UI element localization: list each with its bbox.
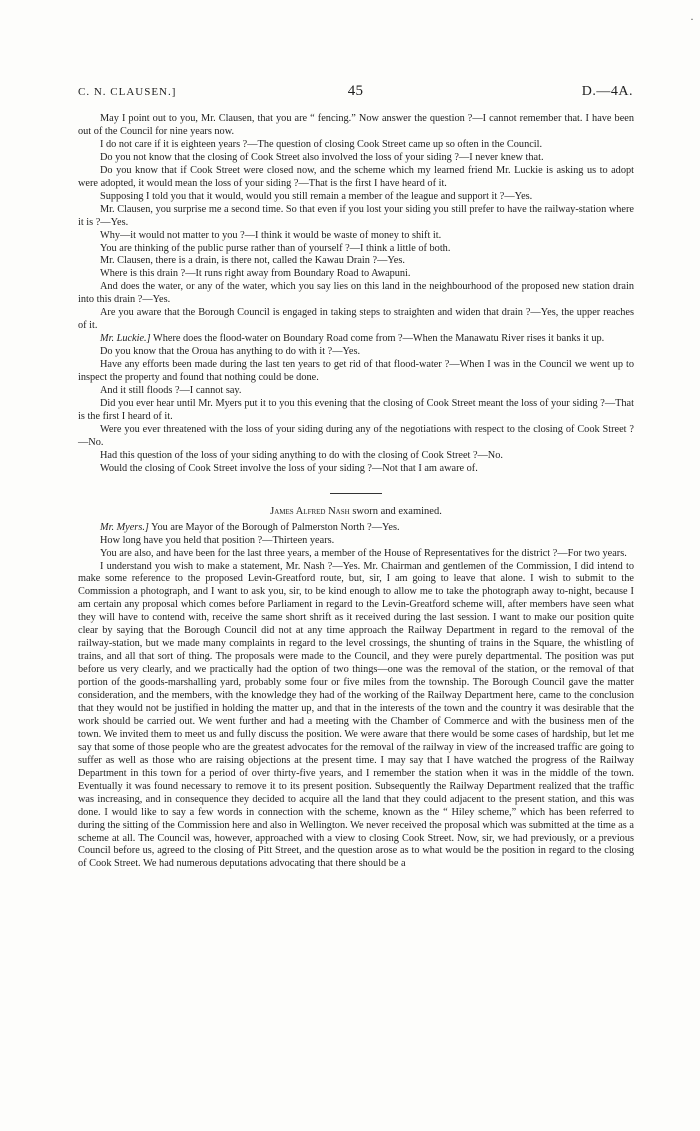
paragraph: Were you ever threatened with the loss of your siding during any of the negotiations with respect to the closing of Cook Street ?—No.	[78, 423, 634, 448]
paragraph: Do you know that the Oroua has anything to do with it ?—Yes.	[100, 346, 361, 358]
paragraph: Did you ever hear until Mr. Myers put it to you this evening that the closing of Cook Street meant the loss of your siding ?—That is the first I heard of it.	[78, 397, 634, 422]
paragraph: I do not care if it is eighteen years ?—The question of closing Cook Street came up so often in the Council.	[100, 138, 543, 150]
paragraph: Where is this drain ?—It runs right away from Boundary Road to Awapuni.	[100, 268, 411, 280]
paragraph: Mr. Clausen, you surprise me a second time. So that even if you lost your siding you still prefer to have the railway-station where it is ?—Yes.	[78, 203, 634, 228]
paragraph: Have any efforts been made during the last ten years to get rid of that flood-water ?—When I was in the Council we went up to inspect the property and found that nothing could be done.	[78, 359, 634, 384]
paragraph: Do you not know that the closing of Cook Street also involved the loss of your siding ?—I never knew that.	[100, 151, 544, 163]
witness-heading-suffix: sworn and examined.	[352, 505, 442, 517]
page-header	[78, 84, 633, 104]
paragraph: And it still floods ?—I cannot say.	[100, 385, 242, 397]
witness-heading	[78, 506, 634, 519]
paragraph: You are thinking of the public purse rather than of yourself ?—I think a little of both.	[100, 242, 451, 254]
paragraph	[78, 333, 634, 346]
paragraph: Do you know that if Cook Street were closed now, and the scheme which my learned friend Mr. Luckie is asking us to adopt were adopted, it would mean the loss of your siding ?—That is the first I have heard of it.	[78, 164, 634, 189]
paragraph: May I point out to you, Mr. Clausen, that you are “ fencing.” Now answer the question ?—I cannot remember that. I have been out of the Council for nine years now.	[78, 113, 634, 137]
paragraph: Would the closing of Cook Street involve the loss of your siding ?—Not that I am aware of.	[100, 462, 478, 474]
page-number: 45	[347, 83, 364, 99]
paragraph: Supposing I told you that it would, would you still remain a member of the league and support it ?—Yes.	[100, 190, 533, 202]
page-body	[78, 113, 634, 871]
section-divider	[330, 493, 382, 494]
header-witness-name: C. N. CLAUSEN.]	[78, 86, 177, 98]
paragraph: You are also, and have been for the last three years, a member of the House of Representatives for the district ?—For two years.	[100, 547, 627, 559]
paragraph-text: Where does the flood-water on Boundary Road come from ?—When the Manawatu River rises it banks it up.	[153, 333, 605, 345]
paragraph: Had this question of the loss of your siding anything to do with the closing of Cook Street ?—No.	[100, 449, 503, 461]
paragraph: Why—it would not matter to you ?—I think it would be waste of money to shift it.	[100, 229, 442, 241]
witness-name: James Alfred Nash	[270, 505, 350, 517]
speaker-label: Mr. Myers.]	[100, 521, 149, 533]
speaker-label: Mr. Luckie.]	[100, 333, 151, 345]
document-reference: D.—4A.	[581, 84, 633, 99]
paragraph	[78, 522, 634, 535]
paragraph: And does the water, or any of the water, which you say lies on this land in the neighbourhood of the proposed new station drain into this drain ?—Yes.	[78, 281, 634, 306]
paragraph: Mr. Clausen, there is a drain, is there not, called the Kawau Drain ?—Yes.	[100, 255, 405, 267]
paragraph: Are you aware that the Borough Council is engaged in taking steps to straighten and widen that drain ?—Yes, the upper reaches of it.	[78, 307, 634, 332]
scan-mark: ·	[690, 12, 694, 26]
paragraph: I understand you wish to make a statement, Mr. Nash ?—Yes. Mr. Chairman and gentlemen of the Commission, I did intend to make some reference to the proposed Levin-Greatford route, but, sir, I am going to leave that alone. I wish to submit to the Commission a photograph, and I want to ask you, sir, to be kind enough to allow me to take the photograph away to-night, because I am certain any proposal which comes before Parliament in regard to the Levin-Greatford scheme will, after members have seen what they will have to contend with, receive the same short shrift as it received during the last session. I want to make our position quite clear by saying that the Borough Council did not at any time approach the Railway Department in regard to the removal of the railway-station, but we made many complaints in regard to the level crossings, the shunting of trains in the Square, the whistling of trains, and all that sort of thing. The proposals were made to the Council, and they were purely departmental. The position was put before us very clearly, and we practically had the option of two things—one was the removal of the station, or the removal of that portion of the goods-marshalling yard, probably some four or five miles from the township. The Borough Council gave the matter consideration, and the members, with the knowledge they had of the working of the Railway Department here, came to the conclusion that they would not be justified in holding the matter up, and that in the interests of the town and the country it was desirable that the work should be carried out. We went further and had a meeting with the Chamber of Commerce and with the business men of the town. We invited them to meet us and fully discuss the position. We were aware that there would be some cases of hardship, but let me say that some of those people who are the greatest advocates for the removal of the railway in view of the increased traffic are going to suffer as well as those who are raising objections at the present time. I may say that I have watched the progress of the Railway Department in this town for a period of over thirty-five years, and I remember the station when it was in the middle of the town. Eventually it was found necessary to remove it to its present position. Subsequently the Railway Department realized that the traffic was increasing, and in consequence they decided to acquire all the land that they could adjacent to the present station, and this was done. I would like to say a few words in connection with the scheme, known as the “ Hiley scheme,” which has been referred to during the sitting of the Commission here and also in Wellington. We never received the proposal which was submitted at the time as a scheme at all. The Council was, however, approached with a view to closing Cook Street. Now, sir, we had previously, or a previous Council before us, agreed to the closing of Pitt Street, and the question arose as to what would be the position in regard to the closing of Cook Street. We had numerous deputations advocating that there should be a	[78, 560, 634, 870]
paragraph: How long have you held that position ?—Thirteen years.	[100, 534, 335, 546]
paragraph-text: You are Mayor of the Borough of Palmerston North ?—Yes.	[151, 521, 400, 533]
